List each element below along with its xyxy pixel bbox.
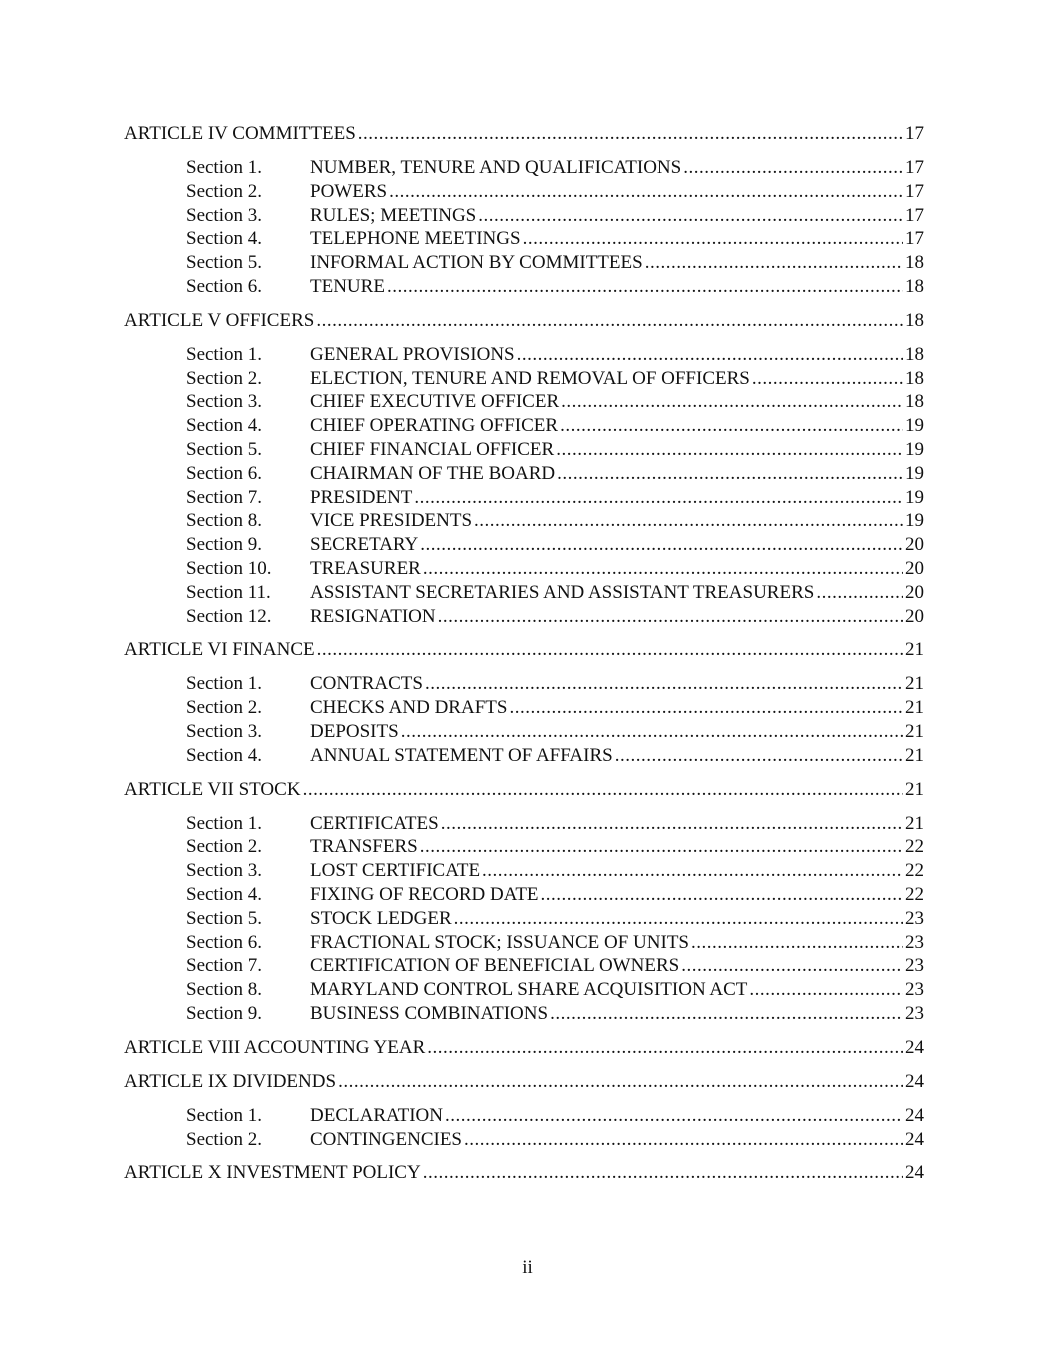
article-group <box>124 122 924 299</box>
section-title: CONTINGENCIES <box>310 1128 462 1150</box>
section-entry[interactable] <box>186 227 924 251</box>
section-page-number: 22 <box>905 883 924 905</box>
section-entry[interactable] <box>186 438 924 462</box>
article-entry[interactable] <box>124 778 924 802</box>
section-page-number: 17 <box>905 228 924 250</box>
section-page-number: 23 <box>905 1002 924 1024</box>
section-number: Section 3. <box>186 204 262 226</box>
section-number: Section 4. <box>186 883 262 905</box>
section-title: NUMBER, TENURE AND QUALIFICATIONS <box>310 157 682 178</box>
dot-leader <box>438 605 903 629</box>
section-number: Section 4. <box>186 415 262 437</box>
section-title: LOST CERTIFICATE <box>310 860 481 882</box>
section-number: Section 6. <box>186 462 262 484</box>
dot-leader <box>517 343 903 367</box>
dot-leader <box>303 778 903 802</box>
article-title: ARTICLE VII STOCK <box>124 778 301 800</box>
dot-leader <box>454 907 903 931</box>
section-number: Section 12. <box>186 605 272 627</box>
section-number: Section 2. <box>186 367 262 389</box>
article-group <box>124 1036 924 1060</box>
section-number: Section 9. <box>186 1002 262 1024</box>
section-entry[interactable] <box>186 883 924 907</box>
dot-leader <box>560 414 903 438</box>
section-entry[interactable] <box>186 672 924 696</box>
section-number: Section 5. <box>186 438 262 460</box>
section-entry[interactable] <box>186 605 924 629</box>
dot-leader <box>523 227 903 251</box>
section-title: CHECKS AND DRAFTS <box>310 697 508 719</box>
dot-leader <box>427 1036 903 1060</box>
article-group <box>124 778 924 1026</box>
section-entry[interactable] <box>186 812 924 836</box>
dot-leader <box>414 486 903 510</box>
dot-leader <box>464 1128 903 1152</box>
section-entry[interactable] <box>186 978 924 1002</box>
section-entry[interactable] <box>186 343 924 367</box>
dot-leader <box>691 931 903 955</box>
section-page-number: 19 <box>905 438 924 460</box>
section-page-number: 17 <box>905 180 924 202</box>
section-page-number: 21 <box>905 720 924 742</box>
dot-leader <box>389 180 903 204</box>
section-page-number: 21 <box>905 744 924 766</box>
section-page-number: 20 <box>905 557 924 579</box>
section-entry[interactable] <box>186 744 924 768</box>
section-number: Section 1. <box>186 157 262 178</box>
section-page-number: 18 <box>905 367 924 389</box>
section-title: ELECTION, TENURE AND REMOVAL OF OFFICERS <box>310 367 750 389</box>
section-title: CERTIFICATION OF BENEFICIAL OWNERS <box>310 955 680 977</box>
dot-leader <box>615 744 903 768</box>
section-title: RULES; MEETINGS <box>310 204 477 226</box>
dot-leader <box>401 720 903 744</box>
dot-leader <box>561 390 903 414</box>
section-title: CHIEF EXECUTIVE OFFICER <box>310 391 560 413</box>
article-page-number: 21 <box>905 778 924 800</box>
section-page-number: 20 <box>905 581 924 603</box>
dot-leader <box>645 251 903 275</box>
dot-leader <box>420 533 903 557</box>
section-number: Section 10. <box>186 557 272 579</box>
table-of-contents <box>124 122 924 1195</box>
section-entry[interactable] <box>186 414 924 438</box>
dot-leader <box>556 438 903 462</box>
section-entry[interactable] <box>186 251 924 275</box>
article-entry[interactable] <box>124 122 924 146</box>
section-page-number: 20 <box>905 605 924 627</box>
dot-leader <box>557 462 903 486</box>
dot-leader <box>541 883 903 907</box>
section-number: Section 1. <box>186 673 262 695</box>
article-page-number: 24 <box>905 1070 924 1092</box>
section-title: TELEPHONE MEETINGS <box>310 228 521 250</box>
section-number: Section 6. <box>186 931 262 953</box>
section-entry[interactable] <box>186 462 924 486</box>
dot-leader <box>445 1104 903 1128</box>
article-group <box>124 309 924 629</box>
section-title: POWERS <box>310 180 388 202</box>
dot-leader <box>387 275 903 299</box>
article-entry[interactable] <box>124 638 924 662</box>
section-page-number: 18 <box>905 252 924 274</box>
section-entry[interactable] <box>186 204 924 228</box>
section-list <box>124 343 924 629</box>
section-title: DECLARATION <box>310 1104 443 1126</box>
section-list <box>124 672 924 767</box>
section-page-number: 17 <box>905 157 924 178</box>
article-group <box>124 1161 924 1185</box>
section-entry[interactable] <box>186 1104 924 1128</box>
section-entry[interactable] <box>186 533 924 557</box>
section-number: Section 2. <box>186 697 262 719</box>
dot-leader <box>749 978 903 1002</box>
section-page-number: 22 <box>905 836 924 858</box>
article-entry[interactable] <box>124 1161 924 1185</box>
section-title: TRANSFERS <box>310 836 418 858</box>
section-entry[interactable] <box>186 931 924 955</box>
section-entry[interactable] <box>186 1002 924 1026</box>
section-entry[interactable] <box>186 509 924 533</box>
section-page-number: 23 <box>905 979 924 1001</box>
section-page-number: 21 <box>905 697 924 719</box>
section-page-number: 22 <box>905 860 924 882</box>
section-list <box>124 156 924 299</box>
section-entry[interactable] <box>186 954 924 978</box>
section-page-number: 19 <box>905 486 924 508</box>
section-entry[interactable] <box>186 696 924 720</box>
section-title: RESIGNATION <box>310 605 436 627</box>
dot-leader <box>441 812 903 836</box>
section-title: GENERAL PROVISIONS <box>310 343 515 365</box>
dot-leader <box>550 1002 903 1026</box>
dot-leader <box>338 1070 903 1094</box>
section-number: Section 2. <box>186 1128 262 1150</box>
section-title: CHIEF FINANCIAL OFFICER <box>310 438 555 460</box>
dot-leader <box>478 204 903 228</box>
section-page-number: 18 <box>905 391 924 413</box>
section-title: INFORMAL ACTION BY COMMITTEES <box>310 252 643 274</box>
section-number: Section 6. <box>186 275 262 297</box>
section-entry[interactable] <box>186 180 924 204</box>
section-entry[interactable] <box>186 581 924 605</box>
section-entry[interactable] <box>186 486 924 510</box>
section-entry[interactable] <box>186 557 924 581</box>
article-page-number: 24 <box>905 1036 924 1058</box>
section-number: Section 2. <box>186 836 262 858</box>
article-title: ARTICLE X INVESTMENT POLICY <box>124 1162 421 1184</box>
section-page-number: 24 <box>905 1104 924 1126</box>
article-title: ARTICLE IV COMMITTEES <box>124 123 356 144</box>
section-number: Section 11. <box>186 581 271 603</box>
section-entry[interactable] <box>186 720 924 744</box>
section-title: CONTRACTS <box>310 673 423 695</box>
section-entry[interactable] <box>186 390 924 414</box>
section-list <box>124 812 924 1026</box>
section-page-number: 19 <box>905 510 924 532</box>
dot-leader <box>423 1161 903 1185</box>
page-number: ii <box>522 1257 533 1278</box>
section-entry[interactable] <box>186 156 924 180</box>
section-number: Section 2. <box>186 180 262 202</box>
dot-leader <box>482 859 903 883</box>
section-page-number: 17 <box>905 204 924 226</box>
section-title: VICE PRESIDENTS <box>310 510 473 532</box>
section-page-number: 23 <box>905 931 924 953</box>
article-title: ARTICLE IX DIVIDENDS <box>124 1070 337 1092</box>
dot-leader <box>474 509 903 533</box>
section-page-number: 19 <box>905 462 924 484</box>
section-page-number: 18 <box>905 343 924 365</box>
section-page-number: 18 <box>905 275 924 297</box>
section-title: ASSISTANT SECRETARIES AND ASSISTANT TREASURERS <box>310 581 815 603</box>
article-group <box>124 638 924 767</box>
section-entry[interactable] <box>186 367 924 391</box>
section-entry[interactable] <box>186 1128 924 1152</box>
section-title: FIXING OF RECORD DATE <box>310 883 539 905</box>
article-title: ARTICLE VIII ACCOUNTING YEAR <box>124 1036 426 1058</box>
section-number: Section 1. <box>186 1104 262 1126</box>
article-entry[interactable] <box>124 1070 924 1094</box>
dot-leader <box>317 638 903 662</box>
section-number: Section 8. <box>186 979 262 1001</box>
section-number: Section 5. <box>186 907 262 929</box>
section-entry[interactable] <box>186 859 924 883</box>
section-title: CHAIRMAN OF THE BOARD <box>310 462 556 484</box>
section-title: TENURE <box>310 275 385 297</box>
section-title: STOCK LEDGER <box>310 907 452 929</box>
section-entry[interactable] <box>186 275 924 299</box>
section-entry[interactable] <box>186 835 924 859</box>
article-page-number: 24 <box>905 1162 924 1184</box>
dot-leader <box>681 954 903 978</box>
dot-leader <box>420 835 903 859</box>
section-page-number: 21 <box>905 673 924 695</box>
section-number: Section 1. <box>186 343 262 365</box>
section-title: DEPOSITS <box>310 720 399 742</box>
section-page-number: 24 <box>905 1128 924 1150</box>
section-page-number: 23 <box>905 907 924 929</box>
section-number: Section 7. <box>186 486 262 508</box>
dot-leader <box>816 581 903 605</box>
section-title: SECRETARY <box>310 534 419 556</box>
article-entry[interactable] <box>124 309 924 333</box>
section-page-number: 23 <box>905 955 924 977</box>
section-title: TREASURER <box>310 557 421 579</box>
dot-leader <box>316 309 903 333</box>
section-number: Section 1. <box>186 812 262 834</box>
section-number: Section 4. <box>186 744 262 766</box>
section-page-number: 20 <box>905 534 924 556</box>
dot-leader <box>752 367 903 391</box>
section-title: MARYLAND CONTROL SHARE ACQUISITION ACT <box>310 979 748 1001</box>
section-page-number: 19 <box>905 415 924 437</box>
section-title: FRACTIONAL STOCK; ISSUANCE OF UNITS <box>310 931 689 953</box>
section-title: CHIEF OPERATING OFFICER <box>310 415 559 437</box>
section-number: Section 3. <box>186 860 262 882</box>
section-number: Section 9. <box>186 534 262 556</box>
article-page-number: 18 <box>905 309 924 331</box>
section-number: Section 5. <box>186 252 262 274</box>
article-entry[interactable] <box>124 1036 924 1060</box>
section-title: PRESIDENT <box>310 486 413 508</box>
section-entry[interactable] <box>186 907 924 931</box>
section-number: Section 4. <box>186 228 262 250</box>
article-page-number: 17 <box>905 123 924 144</box>
dot-leader <box>358 122 903 146</box>
section-title: BUSINESS COMBINATIONS <box>310 1002 549 1024</box>
dot-leader <box>425 672 903 696</box>
section-number: Section 3. <box>186 391 262 413</box>
section-page-number: 21 <box>905 812 924 834</box>
section-number: Section 8. <box>186 510 262 532</box>
article-title: ARTICLE V OFFICERS <box>124 309 315 331</box>
section-title: CERTIFICATES <box>310 812 439 834</box>
article-group <box>124 1070 924 1152</box>
dot-leader <box>423 557 903 581</box>
article-page-number: 21 <box>905 639 924 661</box>
section-number: Section 7. <box>186 955 262 977</box>
dot-leader <box>509 696 903 720</box>
section-list <box>124 1104 924 1152</box>
dot-leader <box>683 156 903 180</box>
section-title: ANNUAL STATEMENT OF AFFAIRS <box>310 744 613 766</box>
section-number: Section 3. <box>186 720 262 742</box>
article-title: ARTICLE VI FINANCE <box>124 639 315 661</box>
